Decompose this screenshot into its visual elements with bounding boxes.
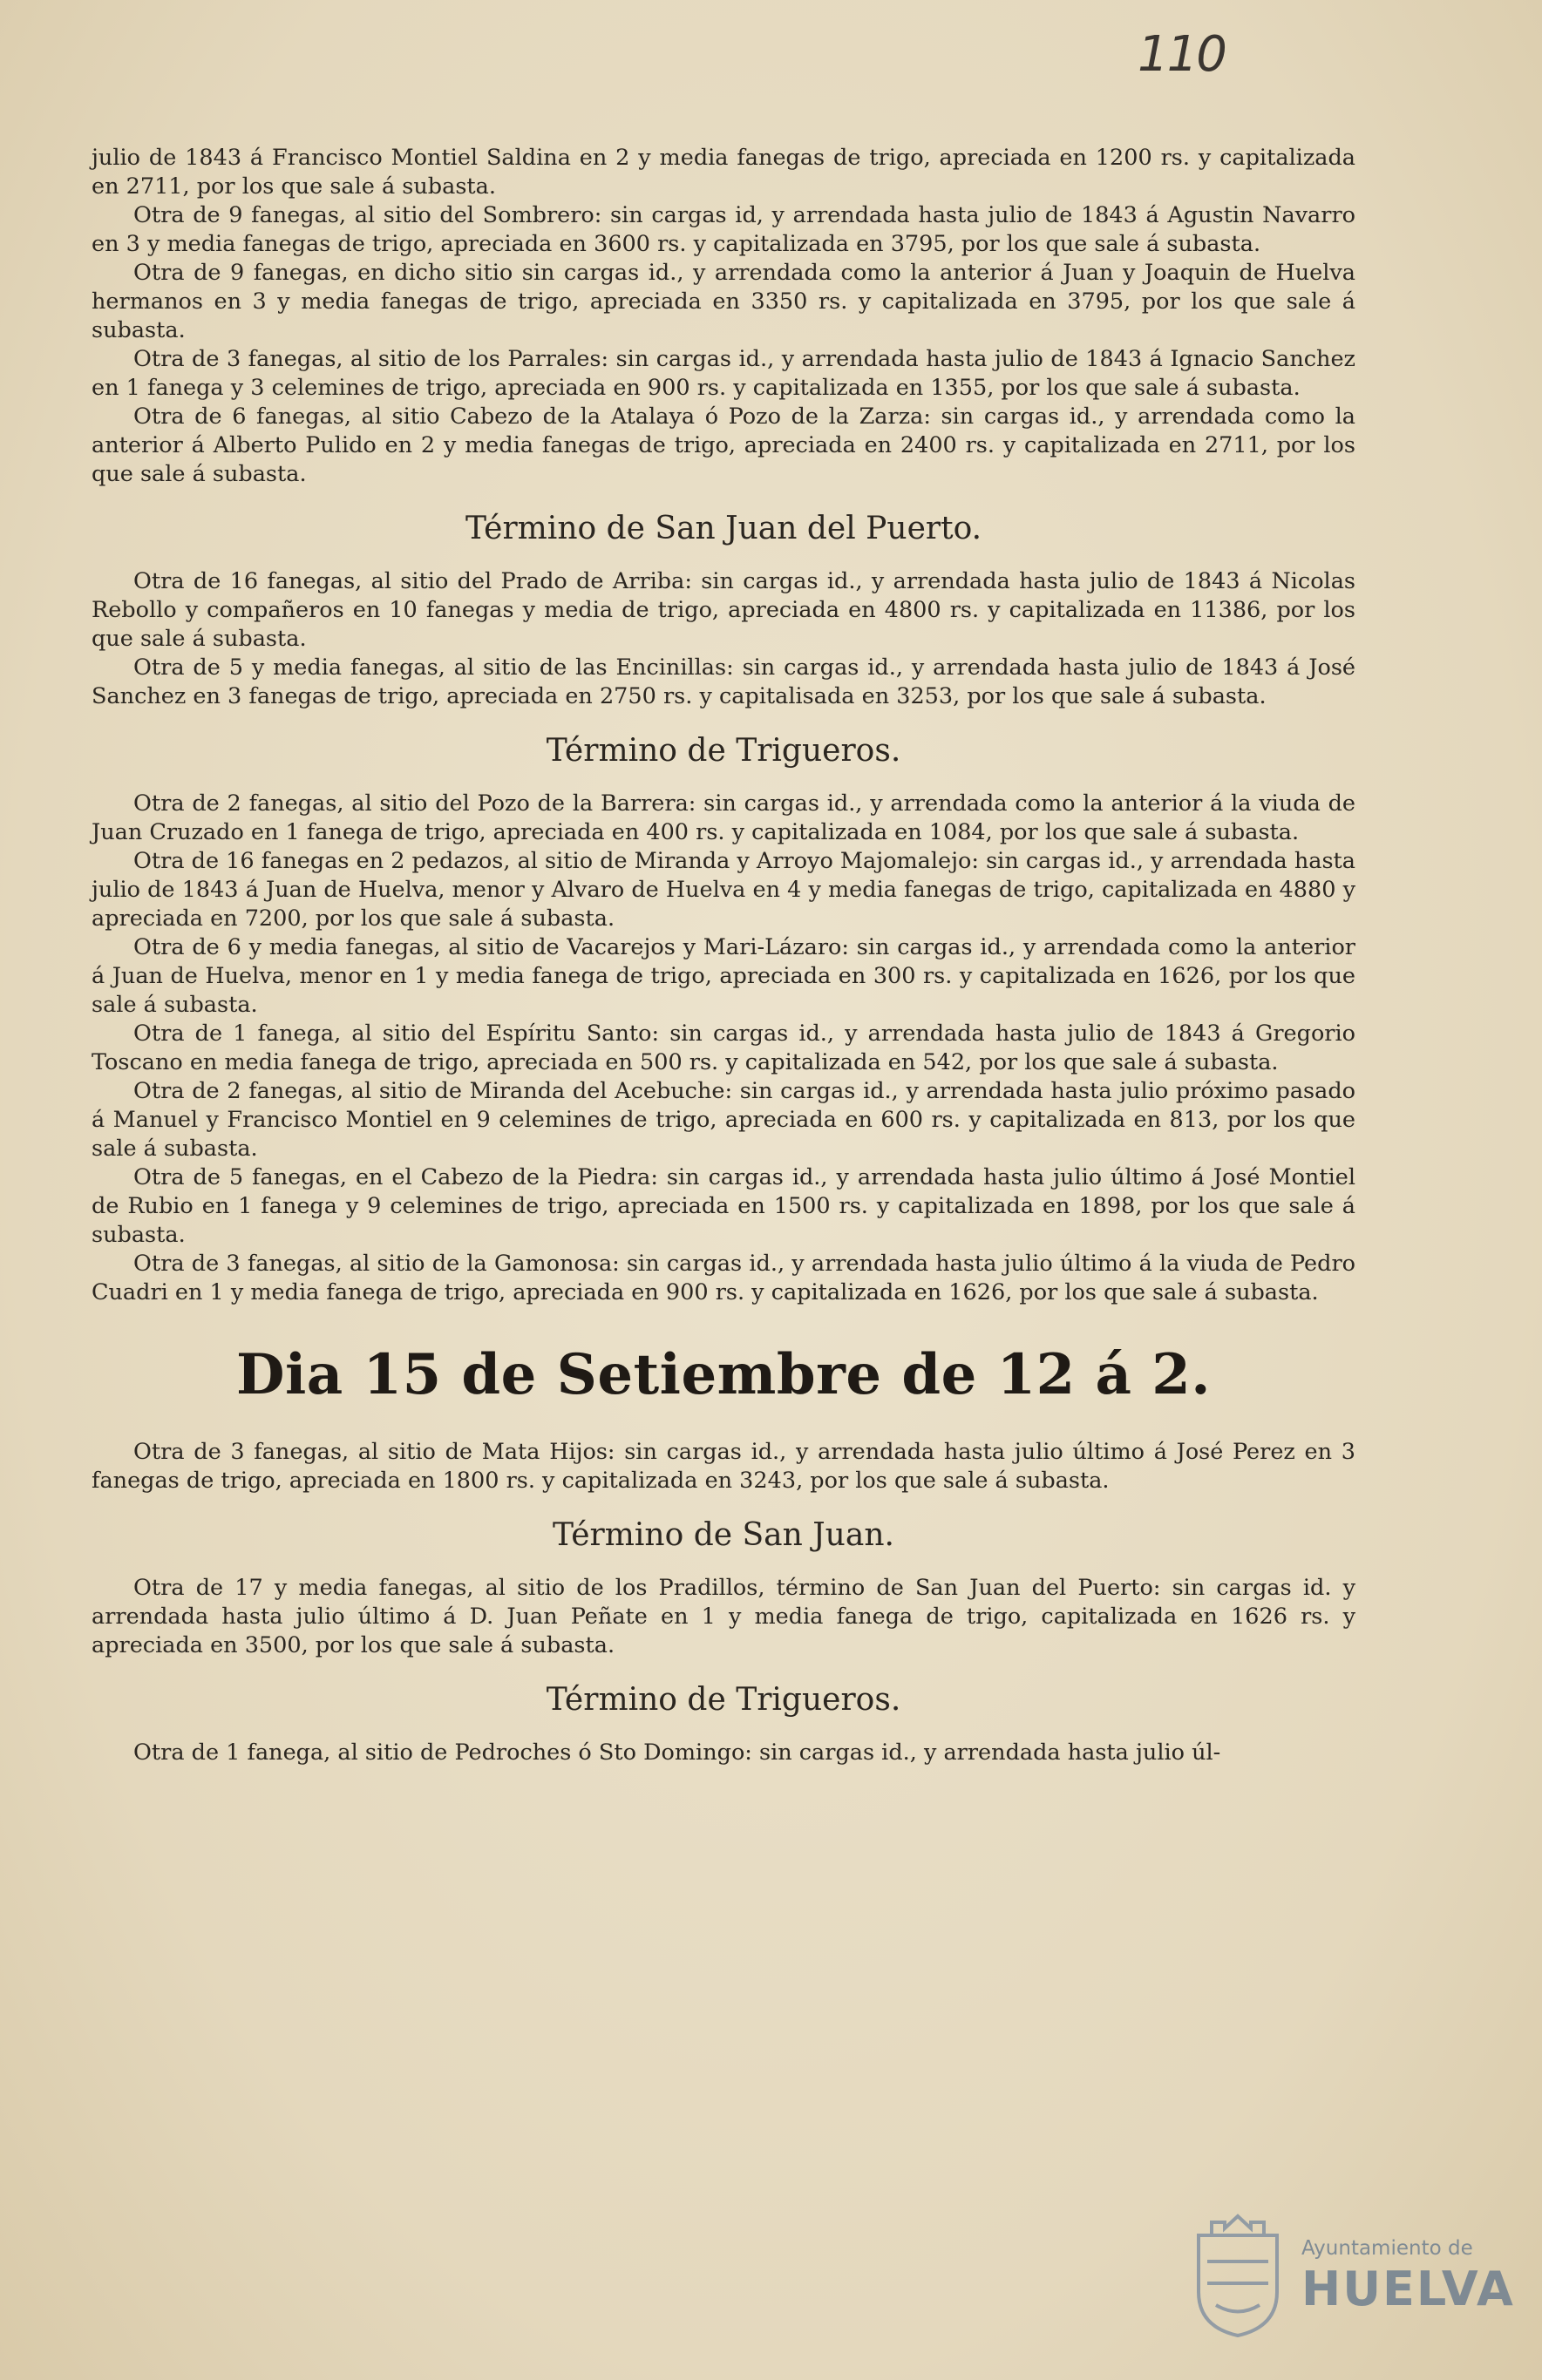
folio-number: 110 xyxy=(1138,26,1226,83)
paragraph: Otra de 1 fanega, al sitio del Espíritu Santo: sin cargas id., y arrendada hasta julio de 1843 á Gregorio Toscano en media fanega de trigo, apreciada en 500 rs. y capitalizada en 542, por los que sale á subasta. xyxy=(92,1020,1355,1075)
paragraph: Otra de 1 fanega, al sitio de Pedroches ó Sto Domingo: sin cargas id., y arrendada hasta julio úl- xyxy=(133,1739,1221,1766)
paragraph: Otra de 2 fanegas, al sitio del Pozo de la Barrera: sin cargas id., y arrendada como la anterior á la viuda de Juan Cruzado en 1 fanega de trigo, apreciada en 400 rs. y capitalizada en 1084, por los que sale á subasta. xyxy=(92,790,1355,845)
section-heading: Término de Trigueros. xyxy=(546,733,901,769)
watermark-big-text: HUELVA xyxy=(1301,2261,1515,2316)
paragraph: Otra de 16 fanegas, al sitio del Prado de Arriba: sin cargas id., y arrendada hasta julio de 1843 á Nicolas Rebollo y compañeros en 10 fanegas y media de trigo, apreciada en 4800 rs. y capitalizada en 11386, por los que sale á subasta. xyxy=(92,568,1355,652)
paragraph: Otra de 5 y media fanegas, al sitio de las Encinillas: sin cargas id., y arrendada hasta julio de 1843 á José Sanchez en 3 fanegas de trigo, apreciada en 2750 rs. y capitalisada en 3253, por los que sale á subasta. xyxy=(92,654,1355,709)
day-heading: Dia 15 de Setiembre de 12 á 2. xyxy=(235,1342,1212,1407)
paragraph: Otra de 6 y media fanegas, al sitio de Vacarejos y Mari-Lázaro: sin cargas id., y arrendada como la anterior á Juan de Huelva, menor en 1 y media fanega de trigo, apreciada en 300 rs. y capitalizada en 1626, por los que sale á subasta. xyxy=(92,934,1355,1018)
document-body xyxy=(92,144,1355,1767)
paragraph: Otra de 3 fanegas, al sitio de Mata Hijos: sin cargas id., y arrendada hasta julio último á José Perez en 3 fanegas de trigo, apreciada en 1800 rs. y capitalizada en 3243, por los que sale á subasta. xyxy=(92,1439,1355,1494)
paragraph: Otra de 9 fanegas, en dicho sitio sin cargas id., y arrendada como la anterior á Juan y Joaquin de Huelva hermanos en 3 y media fanegas de trigo, apreciada en 3350 rs. y capitalizada en 3795, por los que sale á subasta. xyxy=(92,260,1355,343)
section-heading: Término de Trigueros. xyxy=(546,1682,901,1718)
paragraph: Otra de 6 fanegas, al sitio Cabezo de la Atalaya ó Pozo de la Zarza: sin cargas id., y arrendada como la anterior á Alberto Pulido en 2 y media fanegas de trigo, apreciada en 2400 rs. y capitalizada en 2711, por los que sale á subasta. xyxy=(92,403,1355,487)
watermark-small-text: Ayuntamiento de xyxy=(1301,2237,1473,2260)
paragraph: Otra de 17 y media fanegas, al sitio de los Pradillos, término de San Juan del Puerto: sin cargas id. y arrendada hasta julio último á D. Juan Peñate en 1 y media fanega de trigo, capitalizada en 1626 rs. y apreciada en 3500, por los que sale á subasta. xyxy=(92,1575,1355,1658)
paragraph: Otra de 5 fanegas, en el Cabezo de la Piedra: sin cargas id., y arrendada hasta julio último á José Montiel de Rubio en 1 fanega y 9 celemines de trigo, apreciada en 1500 rs. y capitalizada en 1898, por los que sale á subasta. xyxy=(92,1164,1355,1248)
section-heading: Término de San Juan del Puerto. xyxy=(465,511,982,546)
section-heading: Término de San Juan. xyxy=(553,1517,894,1553)
paragraph: julio de 1843 á Francisco Montiel Saldina en 2 y media fanegas de trigo, apreciada en 1200 rs. y capitalizada en 2711, por los que sale á subasta. xyxy=(92,145,1355,200)
paragraph: Otra de 3 fanegas, al sitio de los Parrales: sin cargas id., y arrendada hasta julio de 1843 á Ignacio Sanchez en 1 fanega y 3 celemines de trigo, apreciada en 900 rs. y capitalizada en 1355, por los que sale á subasta. xyxy=(92,346,1355,401)
paragraph: Otra de 16 fanegas en 2 pedazos, al sitio de Miranda y Arroyo Majomalejo: sin cargas id., y arrendada hasta julio de 1843 á Juan de Huelva, menor y Alvaro de Huelva en 4 y media fanegas de trigo, capitalizada en 4880 y apreciada en 7200, por los que sale á subasta. xyxy=(92,848,1355,932)
ayuntamiento-watermark xyxy=(1181,2209,1515,2340)
paragraph: Otra de 3 fanegas, al sitio de la Gamonosa: sin cargas id., y arrendada hasta julio último á la viuda de Pedro Cuadri en 1 y media fanega de trigo, apreciada en 900 rs. y capitalizada en 1626, por los que sale á subasta. xyxy=(92,1251,1355,1305)
coat-of-arms-icon xyxy=(1181,2209,1294,2340)
paragraph: Otra de 9 fanegas, al sitio del Sombrero: sin cargas id, y arrendada hasta julio de 1843 á Agustin Navarro en 3 y media fanegas de trigo, apreciada en 3600 rs. y capitalizada en 3795, por los que sale á subasta. xyxy=(92,202,1355,257)
paragraph: Otra de 2 fanegas, al sitio de Miranda del Acebuche: sin cargas id., y arrendada hasta julio próximo pasado á Manuel y Francisco Montiel en 9 celemines de trigo, apreciada en 600 rs. y capitalizada en 813, por los que sale á subasta. xyxy=(92,1078,1355,1162)
